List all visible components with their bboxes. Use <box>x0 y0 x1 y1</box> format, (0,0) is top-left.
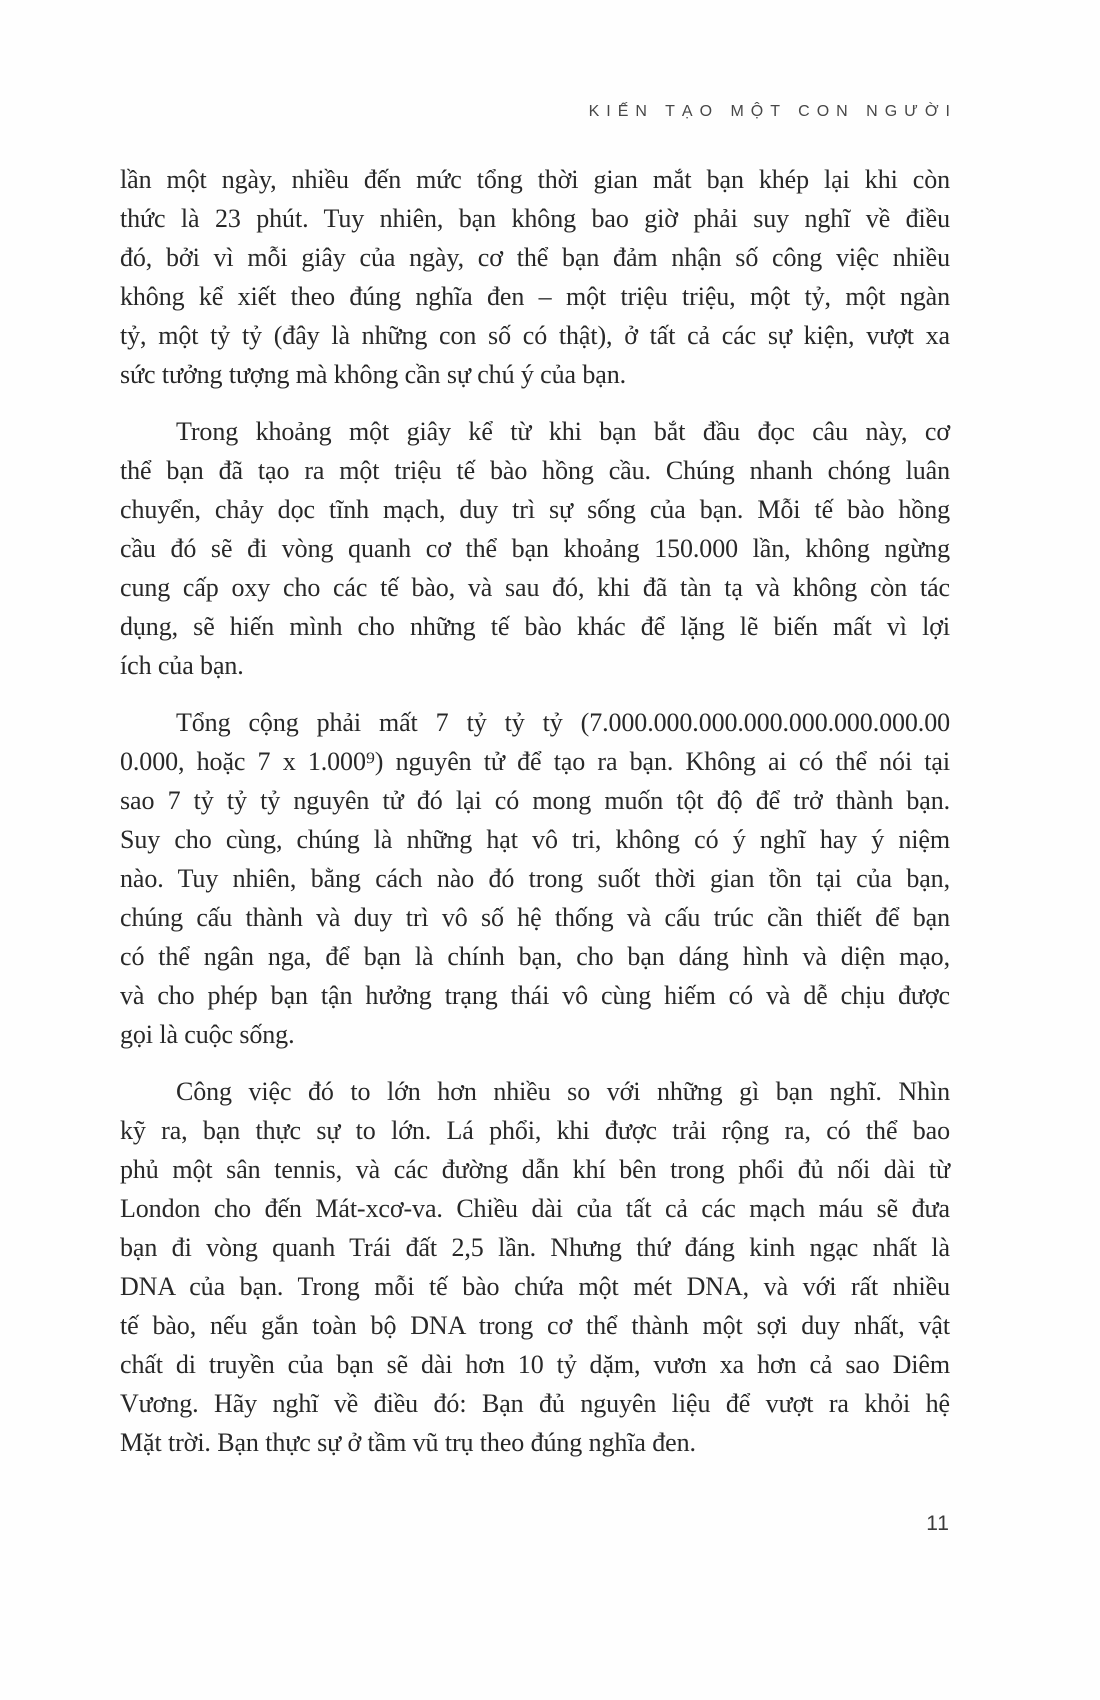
text-line: bạn đi vòng quanh Trái đất 2,5 lần. Nhưng thứ đáng kinh ngạc nhất là <box>120 1233 950 1262</box>
text-line: chúng cấu thành và duy trì vô số hệ thống và cấu trúc cần thiết để bạn <box>120 903 950 932</box>
page-number: 11 <box>926 1512 950 1535</box>
text-line: kỹ ra, bạn thực sự to lớn. Lá phổi, khi được trải rộng ra, có thể bao <box>120 1116 950 1145</box>
running-header-text: KIẾN TẠO MỘT CON NGƯỜI <box>588 103 957 120</box>
text-line: thể bạn đã tạo ra một triệu tế bào hồng cầu. Chúng nhanh chóng luân <box>120 456 950 485</box>
text-line: Mặt trời. Bạn thực sự ở tầm vũ trụ theo đúng nghĩa đen. <box>120 1428 696 1457</box>
text-line: thức là 23 phút. Tuy nhiên, bạn không bao giờ phải suy nghĩ về điều <box>120 204 950 233</box>
text-line: gọi là cuộc sống. <box>120 1020 295 1049</box>
text-line: Tổng cộng phải mất 7 tỷ tỷ tỷ (7.000.000.000.000.000.000.000.00 <box>176 708 950 737</box>
text-line: đó, bởi vì mỗi giây của ngày, cơ thể bạn đảm nhận số công việc nhiều <box>120 243 950 272</box>
text-line: sao 7 tỷ tỷ tỷ nguyên tử đó lại có mong muốn tột độ để trở thành bạn. <box>120 786 950 815</box>
text-line: nào. Tuy nhiên, bằng cách nào đó trong suốt thời gian tồn tại của bạn, <box>120 864 950 893</box>
text-line: có thể ngân nga, để bạn là chính bạn, cho bạn dáng hình và diện mạo, <box>120 942 950 971</box>
running-header <box>120 103 957 121</box>
text-line: 0.000, hoặc 7 x 1.000⁹) nguyên tử để tạo ra bạn. Không ai có thể nói tại <box>120 747 950 776</box>
text-line: cầu đó sẽ đi vòng quanh cơ thể bạn khoảng 150.000 lần, không ngừng <box>120 534 950 563</box>
text-line: dụng, sẽ hiến mình cho những tế bào khác để lặng lẽ biến mất vì lợi <box>120 612 950 641</box>
text-line: và cho phép bạn tận hưởng trạng thái vô cùng hiếm có và dễ chịu được <box>120 981 950 1010</box>
text-line: chuyển, chảy dọc tĩnh mạch, duy trì sự sống của bạn. Mỗi tế bào hồng <box>120 495 950 524</box>
text-line: London cho đến Mát-xcơ-va. Chiều dài của tất cả các mạch máu sẽ đưa <box>120 1194 950 1223</box>
text-line: lần một ngày, nhiều đến mức tổng thời gian mắt bạn khép lại khi còn <box>120 165 950 194</box>
text-line: tế bào, nếu gắn toàn bộ DNA trong cơ thể thành một sợi duy nhất, vật <box>120 1311 950 1340</box>
paragraph <box>120 1072 950 1462</box>
text-line: DNA của bạn. Trong mỗi tế bào chứa một mét DNA, và với rất nhiều <box>120 1272 950 1301</box>
page-body <box>120 160 950 1462</box>
text-line: Suy cho cùng, chúng là những hạt vô tri, không có ý nghĩ hay ý niệm <box>120 825 950 854</box>
text-line: chất di truyền của bạn sẽ dài hơn 10 tỷ dặm, vươn xa hơn cả sao Diêm <box>120 1350 950 1379</box>
text-line: cung cấp oxy cho các tế bào, và sau đó, khi đã tàn tạ và không còn tác <box>120 573 950 602</box>
text-line: Trong khoảng một giây kể từ khi bạn bắt đầu đọc câu này, cơ <box>176 417 950 446</box>
paragraph <box>120 412 950 685</box>
text-line: sức tưởng tượng mà không cần sự chú ý của bạn. <box>120 360 626 389</box>
paragraph <box>120 703 950 1054</box>
paragraph <box>120 160 950 394</box>
text-line: tỷ, một tỷ tỷ (đây là những con số có thật), ở tất cả các sự kiện, vượt xa <box>120 321 950 350</box>
text-line: ích của bạn. <box>120 651 244 680</box>
text-line: Vương. Hãy nghĩ về điều đó: Bạn đủ nguyên liệu để vượt ra khỏi hệ <box>120 1389 950 1418</box>
text-line: không kể xiết theo đúng nghĩa đen – một triệu triệu, một tỷ, một ngàn <box>120 282 950 311</box>
text-line: phủ một sân tennis, và các đường dẫn khí bên trong phổi đủ nối dài từ <box>120 1155 950 1184</box>
text-line: Công việc đó to lớn hơn nhiều so với những gì bạn nghĩ. Nhìn <box>176 1077 950 1106</box>
